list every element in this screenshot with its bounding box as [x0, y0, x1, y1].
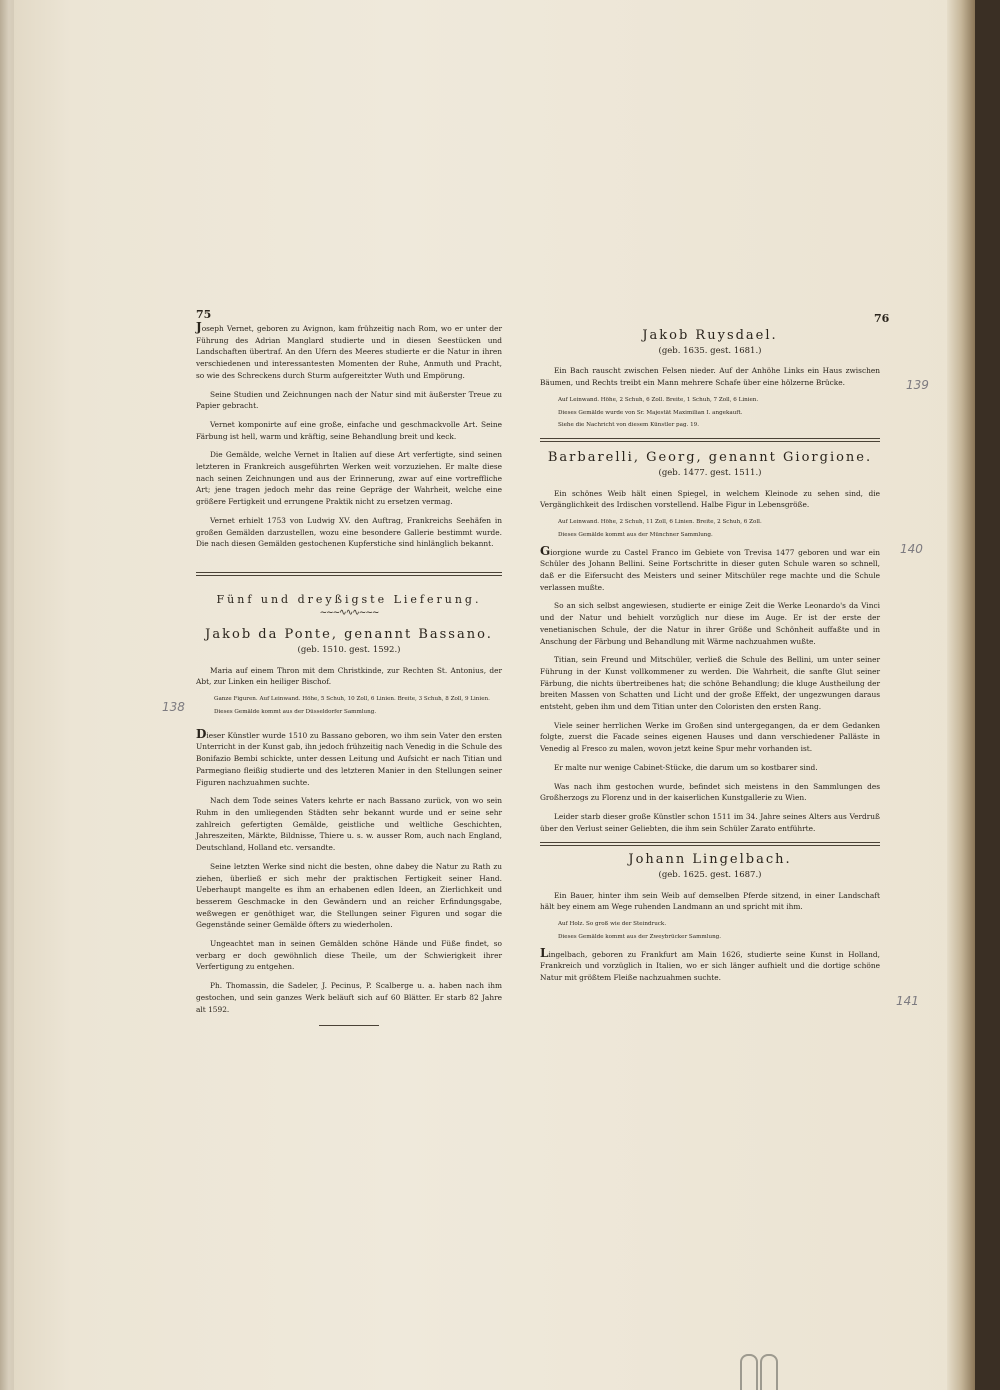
giorgione-dimensions: Auf Leinwand. Höhe, 2 Schuh, 11 Zoll, 6 Linien. Breite, 2 Schuh, 6 Zoll. — [558, 519, 762, 526]
giorgione-paragraph-2: So an sich selbst angewiesen, studierte er einige Zeit die Werke Leonardo's da Vinci und der Natur und behielt vorzüglich nur diese im Auge. Er ist der erste der venetianischen Schule, der die Natur in ihrer Größe und Schönheit auffaßte und in Anschung der Färbung und Behandlung mit Wärme nachzuahmen wußte. — [540, 601, 880, 646]
giorgione-paragraph-6: Was nach ihm gestochen wurde, befindet sich meistens in den Sammlungen des Großherzogs zu Florenz und in der kaiserlichen Kunstgallerie zu Wien. — [540, 781, 880, 803]
giorgione-title: Barbarelli, Georg, genannt Giorgione. — [547, 450, 873, 466]
lingelbach-intro: Ein Bauer, hinter ihm sein Weib auf demselben Pferde sitzend, in einer Landschaft hält bey einem am Wege ruhenden Landmann an und spricht mit ihm. — [540, 890, 880, 912]
vernet-paragraph-2: Seine Studien und Zeichnungen nach der Natur sind mit äußerster Treue zu Papier gebracht. — [196, 389, 502, 411]
bassano-paragraph-1: Dieser Künstler wurde 1510 zu Bassano geboren, wo ihm sein Vater den ersten Unterricht in der Kunst gab, ihn jedoch frühzeitig nach Venedig in die Schule des Bonifazio Bembi schickte, unter dessen Leitung und Aufsicht er nach Titian und Parmegiano fleißig studierte und des letzteren Manier in den Stellungen seiner Figuren nachzuahmen suchte. — [196, 726, 502, 787]
page-edge — [947, 0, 975, 1390]
vernet-paragraph-1: Joseph Vernet, geboren zu Avignon, kam frühzeitig nach Rom, wo er unter der Führung des Adrian Manglard studierte und in diesen Seestücken und Landschaften übertraf. An den Ufern des Meeres studierte er die Natur in ihren verschiedenen und interessantesten Momenten der Ruhe, Anmuth und Pracht, so wie des Schreckens durch Sturm aufgereitzter Wuth und Empörung. — [196, 320, 502, 380]
ruysdael-note: Siehe die Nachricht von diesem Künstler pag. 19. — [558, 422, 700, 429]
lingelbach-dimensions: Auf Holz. So groß wie der Steindruck. — [558, 921, 667, 928]
pencil-note-140: 140 — [900, 542, 923, 556]
giorgione-paragraph-5: Er malte nur wenige Cabinet-Stücke, die darum um so kostbarer sind. — [554, 762, 818, 772]
lingelbach-source: Dieses Gemälde kommt aus der Zweybrücker Sammlung. — [558, 933, 722, 940]
left-column — [196, 322, 502, 1032]
giorgione-paragraph-4: Viele seiner herrlichen Werke im Großen sind untergegangen, da er dem Gedanken folgte, zuerst die Facade seines eigenen Hauses und dann verschiedener Palläste in Venedig al Fresco zu malen, wovon jetzt keine Spur mehr vorhanden ist. — [540, 720, 880, 754]
giorgione-source: Dieses Gemälde kommt aus der Münchner Sammlung. — [558, 531, 713, 538]
bassano-title: Jakob da Ponte, genannt Bassano. — [205, 627, 493, 643]
binding-clip — [760, 1354, 778, 1390]
lieferung-title: Fünf und dreyßigste Lieferung. — [216, 592, 482, 606]
ruysdael-dimensions: Auf Leinwand. Höhe, 2 Schuh, 6 Zoll. Breite, 1 Schuh, 7 Zoll, 6 Linien. — [558, 396, 759, 403]
right-column — [540, 330, 880, 991]
right-page-number: 76 — [874, 312, 890, 325]
giorgione-dates: (geb. 1477. gest. 1511.) — [658, 467, 762, 478]
lingelbach-paragraph-1: Lingelbach, geboren zu Frankfurt am Main 1626, studierte seine Kunst in Holland, Frankreich und vorzüglich in Italien, wo er sich länger aufhielt und die dortige schöne Natur mit größtem Fleiße nachzuahmen suchte. — [540, 945, 880, 983]
double-rule — [540, 842, 880, 846]
ruysdael-title: Jakob Ruysdael. — [642, 328, 778, 343]
lingelbach-dates: (geb. 1625. gest. 1687.) — [658, 870, 762, 881]
giorgione-paragraph-7: Leider starb dieser große Künstler schon 1511 im 34. Jahre seines Alters aus Verdruß über den Verlust seiner Geliebten, die ihm sein Schüler Zarato entführte. — [540, 811, 880, 833]
bassano-dates: (geb. 1510. gest. 1592.) — [297, 645, 401, 656]
end-rule — [319, 1025, 379, 1026]
ruysdael-intro: Ein Bach rauscht zwischen Felsen nieder. Auf der Anhöhe Links ein Haus zwischen Bäumen, und Rechts treibt ein Mann mehrere Schafe über eine hölzerne Brücke. — [540, 366, 880, 388]
bassano-paragraph-3: Seine letzten Werke sind nicht die besten, ohne dabey die Natur zu Rath zu ziehen, überließ er sich mehr der praktischen Fertigkeit seiner Hand. Ueberhaupt mangelte es ihm an erhabenen edlen Ideen, an Zierlichkeit und besserem Geschmacke in den Gewändern und an reicher Erfindungsgabe, weßwegen er genöthiget war, die Stellungen seiner Figuren und sogar die Gegenstände seiner Gemälde öfters zu wiederholen. — [196, 861, 502, 930]
bassano-paragraph-4: Ungeachtet man in seinen Gemälden schöne Hände und Füße findet, so verbarg er doch gewöhnlich diese Theile, um der Schwierigkeit ihrer Verfertigung zu entgehen. — [196, 939, 502, 972]
giorgione-paragraph-1: Giorgione wurde zu Castel Franco im Gebiete von Trevisa 1477 geboren und war ein Schüler des Johann Bellini. Seine Fortschritte in dieser guten Schule waren so schnell, daß er die Eifersucht des Meisters und seiner Mitschüler rege machte und die Schule verlassen mußte. — [540, 543, 880, 592]
ornament-wave: ~~~∿∿∿~~~ — [319, 607, 379, 618]
vernet-paragraph-3: Vernet komponirte auf eine große, einfache und geschmackvolle Art. Seine Färbung ist hell, warm und kräftig, seine Behandlung breit und keck. — [196, 419, 502, 441]
bassano-paragraph-5: Ph. Thomassin, die Sadeler, J. Pecinus, P. Scalberge u. a. haben nach ihm gestochen, und sein ganzes Werk beläuft sich auf 60 Blätter. Er starb 82 Jahre alt 1592. — [196, 981, 502, 1014]
pencil-note-138: 138 — [162, 700, 185, 714]
vernet-paragraph-4: Die Gemälde, welche Vernet in Italien auf diese Art verfertigte, sind seinen letzteren in Frankreich ausgeführten Werken weit vorzuziehen. Er malte diese nach seinen Zeichnungen und aus der Erinnerung, zwar auf eine vortreffliche Art; jene tragen jedoch mehr das reine Gepräge der Wahrheit, welche eine größere Fertigkeit und errungene Praktik nicht zu ersetzen vermag. — [196, 450, 502, 507]
giorgione-paragraph-3: Titian, sein Freund und Mitschüler, verließ die Schule des Bellini, um unter seiner Führung in der Kunst vollkommener zu werden. Die Wahrheit, die sanfte Glut seiner Färbung, die nichts übertreibenes hat; die schöne Behandlung; die kluge Austheilung der breiten Massen von Schatten und Licht und der große Effekt, der ungezwungen daraus entsteht, geben ihm und dem Titian unter den Coloristen den ersten Rang. — [540, 655, 880, 712]
left-page-number: 75 — [196, 308, 212, 321]
pencil-note-139: 139 — [906, 378, 929, 392]
bassano-source: Dieses Gemälde kommt aus der Düsseldorfer Sammlung. — [214, 708, 377, 715]
ruysdael-dates: (geb. 1635. gest. 1681.) — [658, 345, 762, 356]
ruysdael-source: Dieses Gemälde wurde von Sr. Majestät Maximilian I. angekauft. — [558, 409, 743, 416]
pencil-note-141: 141 — [896, 994, 919, 1008]
double-rule — [196, 572, 502, 576]
double-rule — [540, 438, 880, 442]
bassano-dimensions: Ganze Figuren. Auf Leinwand. Höhe, 5 Schuh, 10 Zoll, 6 Linien. Breite, 3 Schuh, 8 Zoll, 9 Linien. — [214, 696, 490, 703]
bassano-intro: Maria auf einem Thron mit dem Christkinde, zur Rechten St. Antonius, der Abt, zur Linken ein heiliger Bischof. — [196, 665, 502, 687]
bassano-paragraph-2: Nach dem Tode seines Vaters kehrte er nach Bassano zurück, von wo sein Ruhm in den umliegenden Städten sehr bekannt wurde und er seine sehr zahlreich gefertigten Gemälde, geistliche und weltliche Geschichten, Jahreszeiten, Märkte, Bildnisse, Thiere u. s. w. ausser Rom, auch nach England, Deutschland, Holland etc. versandte. — [196, 796, 502, 853]
vernet-paragraph-5: Vernet erhielt 1753 von Ludwig XV. den Auftrag, Frankreichs Seehäfen in großen Gemälden darzustellen, wozu eine besondere Gallerie bestimmt wurde. Die nach diesen Gemälden gestochenen Kupferstiche sind hinlänglich bekannt. — [196, 515, 502, 549]
giorgione-intro: Ein schönes Weib hält einen Spiegel, in welchem Kleinode zu sehen sind, die Vergänglichkeit des Irdischen vorstellend. Halbe Figur in Lebensgröße. — [540, 488, 880, 510]
lingelbach-title: Johann Lingelbach. — [628, 852, 792, 868]
binding-clip — [740, 1354, 758, 1390]
